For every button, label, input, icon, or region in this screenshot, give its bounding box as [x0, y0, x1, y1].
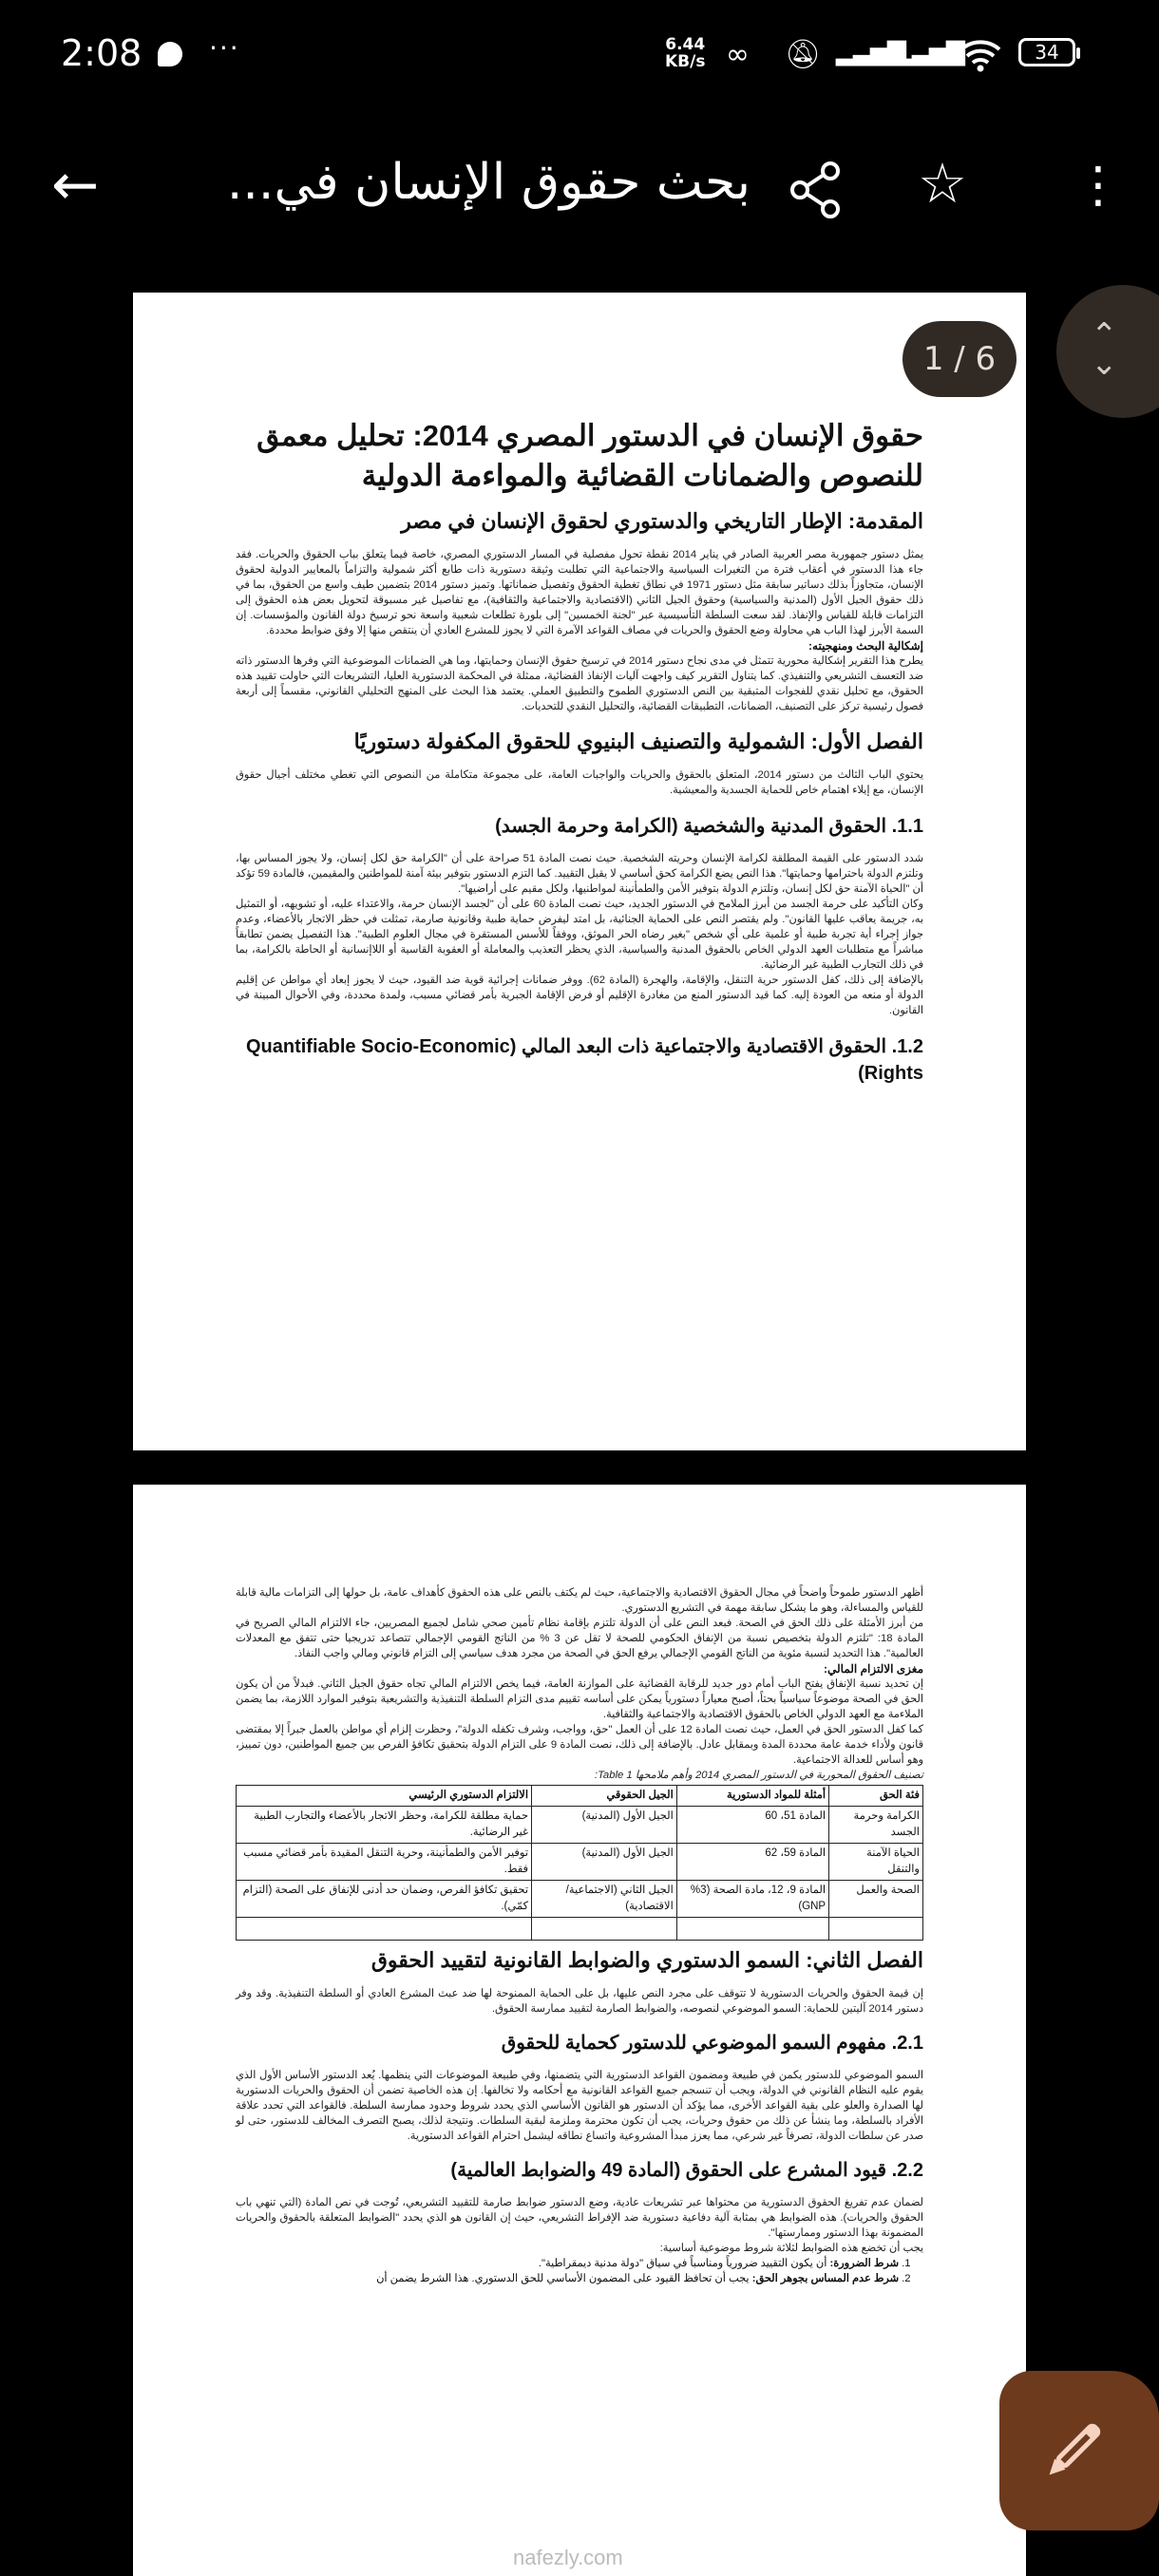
financial-commitment-paragraph: كما كفل الدستور الحق في العمل، حيث نصت المادة 12 على أن العمل "حق، وواجب، وشرف تكفله الدولة"، وحظرت إلزام أي مواطن بالعمل جبراً إلا بمقتضى قانون ولأداء خدمة عامة محددة المدة وبمقابل عادل. بالإضافة إلى ذلك، نصت المادة 9 على التزام الدولة بتحقيق تكافؤ الفرص بين جميع المواطنين، دون تمييز، وهو أساس للعدالة الاجتماعية.: [236, 1724, 923, 1766]
network-speed-unit: KB/s: [665, 52, 706, 71]
back-arrow-icon[interactable]: ←: [51, 152, 100, 218]
watermark: nafezly.com: [513, 2546, 623, 2569]
hotspot-link-icon: ∞: [726, 38, 750, 71]
table-cell: حماية مطلقة للكرامة، وحظر الاتجار بالأعضاء والتجارب الطبية غير الرضائية.: [237, 1807, 532, 1844]
network-speed-value: 6.44: [665, 35, 706, 54]
table-header: الجيل الحقوقي: [532, 1786, 677, 1807]
table-header: فئة الحق: [829, 1786, 923, 1807]
table-cell: الصحة والعمل: [829, 1881, 923, 1918]
table-header: الالتزام الدستوري الرئيسي: [237, 1786, 532, 1807]
condition-label: شرط الضرورة:: [829, 2258, 899, 2269]
section-2-1-heading: 2.1. مفهوم السمو الموضوعي للدستور كحماية للحقوق: [501, 2033, 923, 2054]
economic-rights-paragraph: من أبرز الأمثلة على ذلك الحق في الصحة. فبعد النص على أن الدولة تلتزم بإقامة نظام تأمين صحي شامل لجميع المصريين، جاء الالتزام المالي الصريح في المادة 18: "تلتزم الدولة بتخصيص نسبة من الإنفاق الحكومي للصحة لا تقل عن 3 % من الناتج القومي الإجمالي تتصاعد تدريجيا حتى تتفق مع المعدلات العالمية". هذا التحديد لنسبة مئوية من الناتج القومي الإجمالي يرفع الحق في الصحة من مجرد هدف سياسي إلى التزام قانوني ومالي واجب النفاذ.: [236, 1618, 923, 1659]
chapter-1-paragraph: يحتوي الباب الثالث من دستور 2014، المتعلق بالحقوق والحريات والواجبات العامة، على مجموعة متكاملة من النصوص التي تغطي مختلف أجيال حقوق الإنسان، مع إيلاء اهتمام خاص للحماية الجسدية والمعيشية.: [236, 769, 923, 796]
pdf-page-2: [133, 1485, 1026, 2576]
table-cell: [829, 1918, 923, 1941]
mute-bell-icon: 🔕︎: [785, 38, 822, 71]
table-row: [237, 1807, 923, 1844]
table-cell: الجيل الثاني (الاجتماعية/الاقتصادية): [532, 1881, 677, 1918]
conditions-intro: يجب أن تخضع هذه الضوابط لثلاثة شروط موضوعية أساسية:: [659, 2243, 923, 2254]
more-vert-icon[interactable]: ⋮: [1074, 157, 1123, 214]
status-bar: [0, 0, 1159, 114]
table-header: أمثلة للمواد الدستورية: [676, 1786, 828, 1807]
network-speed: [665, 36, 705, 70]
document-heading: حقوق الإنسان في الدستور المصري 2014: تحليل معمق للنصوص والضمانات القضائية والمواءمة الدولية: [256, 419, 923, 492]
table-row-empty: [237, 1918, 923, 1941]
table-cell: المادة 9، 12، مادة الصحة (3% GNP): [676, 1881, 828, 1918]
table-cell: الحياة الآمنة والتنقل: [829, 1844, 923, 1881]
edit-pencil-icon: [1036, 2413, 1112, 2489]
table-cell: [676, 1918, 828, 1941]
condition-item: [236, 2271, 899, 2286]
chevron-down-icon: ⌄: [1091, 345, 1118, 383]
edit-fab-button[interactable]: [999, 2371, 1159, 2530]
page-2-content: [236, 1585, 923, 2286]
table-caption-label: Table 1:: [594, 1770, 633, 1781]
condition-item: [236, 2256, 899, 2271]
table-cell: توفير الأمن والطمأنينة، وحرية التنقل المقيدة بأمر قضائي مسبب فقط.: [237, 1844, 532, 1881]
table-row: [237, 1844, 923, 1881]
signal-icon-2: ▂▃▅▇: [895, 38, 963, 66]
section-1-1-paragraph: وكان التأكيد على حرمة الجسد من أبرز الملامح في الدستور الجديد، حيث نصت المادة 60 على أن "لجسد الإنسان حرمة، والاعتداء عليه، أو تشويهه، أو التمثيل به، جريمة يعاقب عليها القانون". ولم يقتصر النص على الحماية الجنائية، بل امتد ليفرض حماية طبية وقانونية صارمة، تمثلت في حظر الاتجار بالأعضاء، وعدم جواز إجراء أية تجربة طبية أو علمية على أي شخص "بغير رضاه الحر الموثق، ووفقاً للأسس المستقرة في مجال العلوم الطبية". هذا التفصيل يضمن تطابقاً مباشراً مع متطلبات العهد الدولي الخاص بالحقوق المدنية والسياسية، الذي يحظر التعذيب والمعاملة أو العقوبة القاسية أو اللاإنسانية أو الحاطة بالكرامة، بما في ذلك التجارب الطبية غير الرضائية.: [236, 899, 923, 971]
table-header-row: [237, 1786, 923, 1807]
document-title: بحث حقوق الإنسان في...: [226, 154, 750, 211]
pdf-page-1: [133, 293, 1026, 1450]
intro-paragraph: يمثل دستور جمهورية مصر العربية الصادر في يناير 2014 نقطة تحول مفصلية في المسار الدستوري المصري، خاصة فيما يتعلق بباب الحقوق والحريات. فقد جاء هذا الدستور في أعقاب فترة من التغيرات السياسية والاجتماعية التي تطلبت وثيقة دستورية ذات طابع أكثر شمولية والتزاماً بالمعايير الدولية لحقوق الإنسان، متجاوزاً بذلك دساتير سابقة مثل دستور 1971 في نطاق تغطية الحقوق وتفصيل ضماناتها. وتميز دستور 2014 بتضمين طيف واسع من الحقوق، بما في ذلك حقوق الجيل الأول (المدنية والسياسية) وحقوق الجيل الثاني (الاقتصادية والاجتماعية والثقافية)، مع تفاصيل غير مسبوقة لتحويل بعض هذه الحقوق إلى التزامات قابلة للقياس والإنفاذ. لقد سعت السلطة التأسيسية عبر "لجنة الخمسين" إلى بلورة تطلعات شعبية واسعة نحو ترسيخ دولة القانون والمؤسسات. إن السمة الأبرز لهذا الباب هي محاولة وضع الحقوق والحريات في مصاف القواعد الآمرة التي لا يجوز للمشرع العادي أن ينتقص منها إلا وفق ضوابط محددة.: [236, 549, 924, 636]
section-1-2-heading: 1.2. الحقوق الاقتصادية والاجتماعية ذات البعد المالي (Quantifiable Socio-Economic Rights): [245, 1036, 923, 1084]
intro-heading: المقدمة: الإطار التاريخي والدستوري لحقوق الإنسان في مصر: [401, 509, 923, 533]
condition-label: شرط عدم المساس بجوهر الحق:: [751, 2273, 899, 2284]
battery-indicator: 34: [1018, 38, 1075, 66]
message-notification-icon: [158, 42, 182, 66]
page-indicator: 1 / 6: [902, 321, 1016, 397]
financial-commitment-heading: مغزى الالتزام المالي:: [824, 1662, 923, 1676]
condition-text: أن يكون التقييد ضرورياً ومناسباً في سياق "دولة مدنية ديمقراطية".: [538, 2258, 830, 2269]
fast-scroll-handle[interactable]: [1056, 285, 1159, 418]
section-1-1-paragraph: بالإضافة إلى ذلك، كفل الدستور حرية التنقل، والإقامة، والهجرة (المادة 62). ووفر ضمانات إجرائية قوية ضد القيود، حيث لا يجوز إبعاد أي مواطن عن إقليم الدولة أو منعه من العودة إليه. كما قيد الدستور المنع من مغادرة الإقليم أو فرض الإقامة الجبرية بأمر قضائي مسبب، ولمدة محددة، وفي الأحوال المبينة في القانون.: [236, 975, 923, 1016]
share-icon[interactable]: [788, 160, 842, 224]
section-2-1-paragraph: السمو الموضوعي للدستور يكمن في طبيعة ومضمون القواعد الدستورية التي يتضمنها، وفي طبيعة الموضوعات التي ينظمها. يُعد الدستور الأساس الأول الذي يقوم عليه النظام القانوني في الدولة، ويجب أن تنسجم جميع القواعد القانونية مع أحكامه ولا تخالفها. إن هذه الخاصية تضمن أن الحقوق والحريات الدستورية لها الصدارة والعلو على بقية القواعد الأخرى، مما يؤكد أن الدستور هو القانون الأساسي الذي يحدد شروط وحدود ممارسة السلطة. فالقواعد التي تحدد علاقة الأفراد بالسلطة، وما ينشأ عن ذلك من حقوق وحريات، يجب أن تكون محترمة وملزمة لبقية السلطات. ونتيجة لذلك، يصبح التصرف المخالف للدستور، حتى لو صدر عن سلطات الدولة، تصرفاً غير شرعي، مما يعزز مبدأ المشروعية واتساع نطاقه ليشمل احترام القواعد الدستورية.: [236, 2070, 923, 2142]
problem-paragraph: يطرح هذا التقرير إشكالية محورية تتمثل في مدى نجاح دستور 2014 في ترسيخ حقوق الإنسان وحمايتها، وما هي الضمانات الموضوعية التي وفرها الدستور ذاته ضد التعسف التشريعي والتنفيذي. كما يتناول التقرير كيف واجهت آليات الإنفاذ القضائية، ممثلة في المحكمة الدستورية العليا، التشريعات التي حاولت تقييد هذه الحقوق، مع تحليل نقدي للفجوات المتبقية بين النص الدستوري الطموح والتطبيق العملي. يعتمد هذا البحث على المنهج التحليلي القانوني، مقسماً إلى أربعة فصول رئيسية تركز على التصنيف، الضمانات، التطبيقات القضائية، والتحليل النقدي للتحديات.: [236, 655, 924, 712]
chevron-up-icon: ⌃: [1091, 316, 1118, 354]
rights-table: [236, 1785, 923, 1941]
table-cell: المادة 59، 62: [676, 1844, 828, 1881]
financial-commitment-paragraph: إن تحديد نسبة الإنفاق يفتح الباب أمام دور جديد للرقابة القضائية على الموازنة العامة، فيما يخص الالتزام المالي تجاه حقوق الجيل الثاني. فبدلاً من أن يكون الحق في الصحة موضوعاً سياسياً بحتاً، أصبح معياراً دستورياً يمكن على أساسه تقييم مدى التزام السلطة التنفيذية والتشريعية بتوفير الموارد اللازمة، بما يضمن الملاءمة مع العهد الدولي الخاص بالحقوق الاقتصادية والاجتماعية والثقافية.: [236, 1678, 923, 1720]
chapter-1-heading: الفصل الأول: الشمولية والتصنيف البنيوي للحقوق المكفولة دستوريًا: [353, 729, 923, 753]
section-2-2-heading: 2.2. قيود المشرع على الحقوق (المادة 49 والضوابط العالمية): [450, 2160, 923, 2181]
chapter-2-heading: الفصل الثاني: السمو الدستوري والضوابط القانونية لتقييد الحقوق: [370, 1948, 923, 1972]
table-caption-text: تصنيف الحقوق المحورية في الدستور المصري 2014 وأهم ملامحها: [635, 1770, 923, 1781]
table-row: [237, 1881, 923, 1918]
chapter-2-paragraph: إن قيمة الحقوق والحريات الدستورية لا تتوقف على مجرد النص عليها، بل على الحماية الممنوحة لها ضد عبث المشرع العادي أو السلطة التنفيذية. وقد وفر دستور 2014 آليتين للحماية: السمو الموضوعي لنصوصه، والضوابط الصارمة لتقييد ممارسة الحقوق.: [236, 1988, 923, 2015]
condition-text: يجب أن تحافظ القيود على المضمون الأساسي للحق الدستوري. هذا الشرط يضمن أن: [376, 2273, 752, 2284]
signal-icon: ▂▃▅▇: [836, 38, 904, 66]
more-notifications-icon: ···: [209, 32, 240, 64]
table-cell: الجيل الأول (المدنية): [532, 1807, 677, 1844]
section-2-2-paragraph: لضمان عدم تفريغ الحقوق الدستورية من محتواها عبر تشريعات عادية، وضع الدستور ضوابط صارمة للتقييد التشريعي، تُوجت في نص المادة (التي تنهي باب الحقوق والحريات). هذه الضوابط هي بمثابة آلية دفاعية دستورية ضد الإفراط التشريعي، حيث إن القانون هو الذي يحدد "الضوابط المتعلقة بالحقوق والحريات المضمونة بهذا الدستور وممارستها".: [236, 2197, 923, 2239]
table-cell: [237, 1918, 532, 1941]
wifi-icon: [960, 38, 1001, 80]
problem-heading: إشكالية البحث ومنهجيته:: [808, 639, 923, 653]
table-caption: [236, 1768, 923, 1783]
economic-rights-paragraph: أظهر الدستور طموحاً واضحاً في مجال الحقوق الاقتصادية والاجتماعية، حيث لم يكتف بالنص على هذه الحقوق كأهداف عامة، بل حولها إلى التزامات مالية قابلة للقياس والمساءلة، وهو ما يشكل سابقة مهمة في التشريع الدستوري.: [236, 1587, 923, 1614]
app-bar: [0, 114, 1159, 256]
table-cell: [532, 1918, 677, 1941]
star-icon[interactable]: ☆: [918, 151, 967, 216]
clock: 2:08: [61, 32, 142, 74]
table-cell: الجيل الأول (المدنية): [532, 1844, 677, 1881]
section-1-1-heading: 1.1. الحقوق المدنية والشخصية (الكرامة وحرمة الجسد): [495, 816, 923, 837]
table-cell: الكرامة وحرمة الجسد: [829, 1807, 923, 1844]
section-1-1-paragraph: شدد الدستور على القيمة المطلقة لكرامة الإنسان وحريته الشخصية. حيث نصت المادة 51 صراحة على أن "الكرامة حق لكل إنسان، ولا يجوز المساس بها، وتلتزم الدولة باحترامها وحمايتها". هذا النص يضع الكرامة كحق أساسي لا يقبل التقييد. كما التزم الدستور بتوفير بيئة آمنة للمواطنين والمقيمين، فالمادة 59 تؤكد أن "الحياة الآمنة حق لكل إنسان، وتلتزم الدولة بتوفير الأمن والطمأنينة لمواطنيها، ولكل مقيم على أراضيها".: [236, 853, 924, 895]
conditions-list: [236, 2256, 923, 2286]
table-cell: المادة 51، 60: [676, 1807, 828, 1844]
table-cell: تحقيق تكافؤ الفرص، وضمان حد أدنى للإنفاق على الصحة (التزام كمّي).: [237, 1881, 532, 1918]
page-1-content: [236, 416, 923, 1087]
